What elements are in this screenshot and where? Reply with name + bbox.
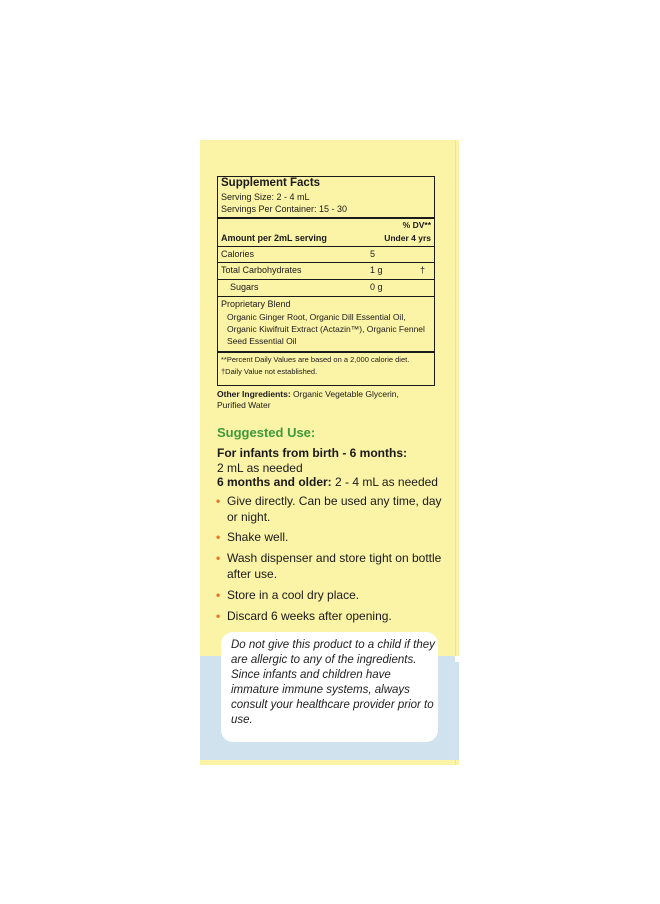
divider [218, 262, 434, 263]
serving-size: Serving Size: 2 - 4 mL [221, 192, 310, 202]
divider [218, 217, 434, 219]
row-dv: † [420, 265, 426, 275]
supplement-facts-box [217, 176, 435, 386]
bullet-icon: • [216, 551, 221, 565]
row-name: Total Carbohydrates [221, 265, 302, 275]
other-ingredients-text: Purified Water [217, 400, 271, 410]
row-name: Calories [221, 249, 255, 259]
usage-bullet: • Shake well. [216, 530, 289, 544]
divider [218, 279, 434, 280]
bullet-icon: • [216, 494, 221, 508]
row-name: Sugars [230, 282, 259, 292]
blend-ingredients: Organic Kiwifruit Extract (Actazin™), Organic Fennel [227, 324, 425, 334]
bullet-icon: • [216, 609, 221, 623]
infants-dose-label: For infants from birth - 6 months: [217, 446, 407, 460]
row-amount: 5 [370, 249, 376, 259]
row-amount: 1 g [370, 265, 383, 275]
divider [218, 246, 434, 247]
older-dose: 6 months and older: 2 - 4 mL as needed [217, 475, 438, 489]
blend-ingredients: Organic Ginger Root, Organic Dill Essential Oil, [227, 312, 406, 322]
footnote: **Percent Daily Values are based on a 2,000 calorie diet. [221, 355, 410, 364]
blend-ingredients: Seed Essential Oil [227, 336, 297, 346]
bullet-icon: • [216, 588, 221, 602]
usage-bullet: • Discard 6 weeks after opening. [216, 609, 392, 623]
bullet-icon: • [216, 530, 221, 544]
usage-bullet: • Give directly. Can be used any time, day or night. [216, 494, 442, 524]
amount-label: Amount per 2mL serving [221, 233, 327, 243]
usage-bullet: • Wash dispenser and store tight on bottle after use. [216, 551, 442, 581]
row-amount: 0 g [370, 282, 383, 292]
warning-box [221, 632, 438, 742]
fold-line [455, 140, 456, 765]
edge-notch [455, 656, 459, 662]
suggested-use-heading: Suggested Use: [217, 425, 316, 440]
warning-text: Do not give this product to a child if they are allergic to any of the ingredients. Since infants and children have immature immune systems, always consult your healthcare provider prior to use. [231, 639, 435, 726]
other-ingredients-label: Other Ingredients: [217, 389, 291, 399]
dv-header: % DV** [402, 220, 431, 230]
blend-name: Proprietary Blend [221, 299, 291, 309]
divider [218, 351, 434, 353]
other-ingredients [217, 389, 437, 411]
facts-title: Supplement Facts [221, 177, 321, 189]
infants-dose: 2 mL as needed [217, 461, 303, 475]
footnote: †Daily Value not established. [221, 367, 318, 376]
usage-bullet: • Store in a cool dry place. [216, 588, 360, 602]
other-ingredients-text: Organic Vegetable Glycerin, [290, 389, 399, 399]
servings-per-container: Servings Per Container: 15 - 30 [221, 204, 348, 214]
dv-subheader: Under 4 yrs [384, 233, 431, 243]
divider [218, 296, 434, 297]
